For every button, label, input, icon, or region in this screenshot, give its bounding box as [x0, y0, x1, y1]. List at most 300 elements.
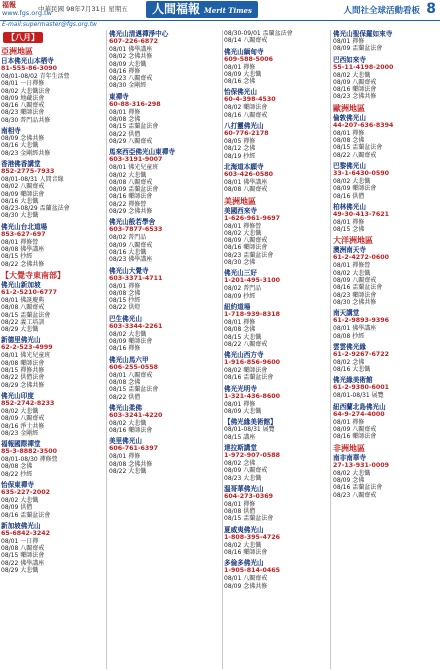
event-line: 08/15 盂蘭盆法會: [1, 311, 51, 319]
event-line: 08/16 藥師法會: [224, 244, 268, 252]
temple-entry: [224, 88, 328, 119]
column-1: [1, 30, 105, 669]
event-line: 08/29 八關齋戒: [109, 137, 153, 145]
temple-name: 馬來西亞佛光山東禪寺: [109, 148, 175, 157]
event-line: 08/08 念佛: [333, 137, 365, 145]
region-heading: 亞洲地區: [1, 47, 33, 56]
phone-number: 64-9-274-4000: [333, 410, 385, 418]
temple-name: 倫敦佛光山: [333, 113, 366, 122]
temple-name: 佛光山緬甸寺: [224, 47, 264, 56]
column-4: [333, 30, 439, 669]
temple-name: 巴黎佛光山: [333, 161, 366, 170]
event-line: 08/01 八關齋戒: [224, 575, 268, 583]
event-line: 08/09 八關齋戒: [224, 237, 268, 245]
temple-entry: [1, 160, 105, 220]
temple-name: 美里佛光山: [109, 437, 142, 446]
temple-name: 新加坡佛光山: [1, 521, 41, 530]
phone-number: 33-1-6430-0590: [333, 169, 390, 177]
region-heading: 【大覺寺東南部】: [1, 270, 65, 280]
phone-number: 61-2-9380-6001: [333, 384, 390, 392]
phone-number: 44-207-636-8394: [333, 121, 394, 129]
event-line: 08/01 佛學講座: [333, 325, 377, 333]
phone-number: 1-972-907-0588: [224, 451, 281, 459]
temple-name: 日本佛光山本栖寺: [1, 57, 54, 65]
event-line: 08/30 念佛: [224, 259, 256, 267]
month-label: 【八月】: [3, 32, 43, 43]
event-line: 08/01 一日禪: [1, 537, 39, 545]
temple-name: 怡保東禪寺: [1, 480, 34, 489]
phone-number: 603-3241-4220: [109, 411, 163, 419]
phone-number: 60-4-398-4530: [224, 96, 276, 104]
event-line: 08/08 八關齋戒: [1, 545, 45, 553]
site-name: 福報: [2, 1, 16, 9]
site-url[interactable]: www.fgs.org.tw: [2, 9, 52, 17]
event-line: 08/30 大悲懺: [1, 212, 39, 220]
temple-entry: [109, 267, 221, 312]
temple-name: 佛光山三好: [224, 269, 257, 278]
temple-entry: [109, 356, 221, 401]
event-line: 08/23 盂蘭盆法會: [224, 251, 274, 259]
temple-name: 巴西如來寺: [333, 55, 366, 64]
event-line: 08/22 抄經: [1, 470, 33, 478]
temple-entry: [333, 246, 439, 306]
phone-number: 635-227-2002: [1, 488, 51, 496]
event-line: 08/09 藥師法會: [1, 190, 45, 198]
event-line: 08/09 盂蘭盆法會: [333, 45, 383, 53]
event-line: 08/01 八關齋戒: [109, 371, 153, 379]
phone-number: 65-6842-3242: [1, 529, 51, 537]
event-line: 08/02 普門品: [109, 234, 147, 242]
phone-number: 1-916-856-9600: [224, 359, 281, 367]
event-line: 08/23 大悲懺: [224, 474, 262, 482]
phone-number: 62-2-523-4999: [1, 344, 53, 352]
temple-name: 佛光山大覺寺: [109, 266, 149, 275]
temple-entry: [333, 454, 439, 499]
region-heading: 非洲地區: [333, 443, 365, 453]
temple-entry: [333, 403, 439, 441]
event-line: 08/16 淨土共修: [1, 422, 45, 430]
event-line: 08/01-08/02 青年生活營: [1, 73, 70, 80]
event-line: 08/16 禪修: [109, 345, 141, 353]
event-line: 08/01 佛光兒童班: [109, 164, 159, 172]
temple-entry: [333, 203, 439, 234]
event-line: 08/22 大悲懺: [109, 467, 147, 475]
event-line: 08/14 八關齋戒: [224, 37, 268, 45]
event-line: 08/22 八關齋戒: [224, 340, 268, 348]
event-line: 08/16 盂蘭盆法會: [1, 511, 51, 519]
masthead-cn: 人間福報: [152, 2, 201, 16]
event-line: 08/29 大悲懺: [1, 326, 39, 334]
temple-entry: [1, 481, 105, 519]
temple-entry: [224, 418, 328, 441]
temple-name: 佛光光明寺: [224, 384, 257, 393]
event-line: 08/29 大悲懺: [1, 567, 39, 575]
event-line: 08/22 義工培訓: [1, 318, 45, 326]
phone-number: 1-626-961-9697: [224, 214, 281, 222]
temple-entry: [109, 404, 221, 435]
temple-name: 夏威夷佛光山: [224, 525, 264, 534]
event-line: 08/22 禪修營: [109, 200, 147, 208]
event-line: 08/15 抄經: [1, 253, 33, 261]
event-line: 08/29 念佛共修: [1, 381, 45, 389]
temple-entry: [224, 526, 328, 557]
event-line: 08/02 大悲懺: [109, 330, 147, 338]
event-line: 08/16 禪修: [109, 67, 141, 75]
section-title: 人間社全球活動看板: [343, 6, 420, 16]
temple-entry: [109, 148, 221, 215]
temple-name: 東禪寺: [109, 92, 129, 101]
temple-entry: [224, 163, 328, 194]
phone-number: 606-761-6397: [109, 445, 159, 453]
event-line: 08/01 禪修: [333, 38, 365, 45]
event-line: 08/23 八關齋戒: [333, 491, 377, 499]
temple-name: 佛光山般若學舍: [109, 218, 156, 227]
event-line: 08/22 八關齋戒: [333, 151, 377, 159]
event-line: 08/09 大悲懺: [109, 60, 147, 68]
temple-name: 多倫多佛光山: [224, 559, 264, 568]
event-line: 08/09 八關齋戒: [224, 467, 268, 475]
event-line: 08/15 大悲懺: [224, 333, 262, 341]
event-line: 08/01-08/30 禪修營: [1, 456, 58, 464]
event-line: 08/08 念佛: [224, 326, 256, 334]
page-header: [0, 0, 440, 21]
temple-name: 【佛光緣美術館】: [224, 418, 277, 427]
phone-number: 1-905-814-0465: [224, 567, 281, 575]
event-line: 08/02 藥師法會: [224, 367, 268, 375]
temple-entry: [333, 162, 439, 200]
temple-name: 北海道本願寺: [224, 162, 264, 171]
event-line: 08/01 禪修: [109, 108, 141, 116]
event-line: 08/09 念佛共修: [1, 135, 45, 143]
event-line: 08/08 供僧: [224, 508, 256, 516]
phone-number: 1-201-495-3100: [224, 277, 281, 285]
temple-entry: [333, 376, 439, 399]
phone-number: 609-588-5006: [224, 55, 274, 63]
temple-name: 溫哥華佛光山: [224, 484, 264, 493]
event-line: 08/09 八關齋戒: [333, 426, 377, 434]
event-line: 08/01 佛學講座: [109, 46, 153, 53]
temple-name: 南天講堂: [333, 309, 360, 318]
event-line: 08/01 禪修: [109, 453, 141, 461]
phone-number: 603-3344-2261: [109, 322, 163, 330]
event-line: 08/01 禪修: [224, 63, 256, 71]
temple-entry: [224, 30, 328, 45]
temple-entry: [109, 30, 221, 90]
masthead: [146, 1, 258, 18]
event-line: 08/19 抄經: [224, 152, 256, 160]
temple-entry: [333, 309, 439, 340]
phone-number: 603-7877-6533: [109, 226, 163, 234]
event-line: 08/01 禪修營: [333, 262, 371, 270]
temple-entry: [1, 281, 105, 333]
event-line: 08/16 藥師法會: [333, 433, 377, 441]
event-line: 08/02 大悲懺: [1, 407, 39, 415]
temple-entry: [224, 207, 328, 267]
temple-entry: [333, 30, 439, 53]
event-line: 08/16 盂蘭盆法會: [333, 484, 383, 492]
event-line: 08/01 禪修: [224, 318, 256, 326]
event-line: 08/02 大悲懺: [224, 541, 262, 549]
event-line: 08/16 大悲懺: [1, 142, 39, 150]
issue-date: 中華民國 98年7月31日 星期五: [38, 5, 128, 13]
temple-entry: [109, 93, 221, 145]
temple-entry: [333, 56, 439, 101]
event-line: 08/02 普門品: [224, 285, 262, 293]
event-line: 08/23 金剛經共修: [1, 149, 51, 157]
contact-email[interactable]: E-mail:supermaster@fgs.org.tw: [2, 21, 97, 28]
event-line: 08/15 藥師法會: [1, 552, 45, 560]
event-line: 08/30 普門品共修: [1, 116, 51, 124]
event-line: 08/23 藥師法會: [333, 291, 377, 299]
event-line: 08/09 藥師法會: [333, 185, 377, 193]
phone-number: 49-30-413-7621: [333, 210, 390, 218]
event-line: 08/01-08/31 展覽: [333, 392, 384, 400]
event-line: 08/09 藥師法會: [109, 338, 153, 346]
temple-entry: [333, 114, 439, 159]
temple-name: 雲雲佛光緣: [333, 342, 366, 351]
event-line: 08/02 念佛: [333, 358, 365, 366]
temple-name: 佛光山清邁禪淨中心: [109, 30, 169, 38]
event-line: 08/16 大悲懺: [109, 248, 147, 256]
temple-name: 達拉斯講堂: [224, 443, 257, 452]
phone-number: 604-273-0369: [224, 492, 274, 500]
temple-entry: [224, 444, 328, 482]
phone-number: 1-321-436-8600: [224, 392, 281, 400]
temple-entry: [224, 303, 328, 348]
event-line: 08/22 供僧: [109, 393, 141, 401]
column-3: [224, 30, 328, 669]
temple-entry: [109, 315, 221, 353]
event-line: 08/16 藥師法會: [109, 193, 153, 201]
event-line: 08/16 盂蘭盆法會: [224, 374, 274, 382]
column-2: [109, 30, 221, 669]
event-line: 08/30-09/01 盂蘭盆法會: [224, 30, 293, 37]
phone-number: 27-13-931-0009: [333, 461, 390, 469]
phone-number: 61-2-9893-9396: [333, 317, 390, 325]
event-line: 08/01 佛誕慶典: [1, 296, 45, 304]
temple-entry: [109, 218, 221, 263]
event-line: 08/01 禪修: [333, 218, 365, 226]
temple-name: 佛光山印度: [1, 391, 34, 400]
event-line: 08/09 供僧: [1, 504, 33, 512]
phone-number: 603-3371-4711: [109, 274, 163, 282]
temple-name: 佛光緣美術館: [333, 376, 373, 385]
event-line: 08/15 禪修共修: [1, 367, 45, 375]
event-line: 08/22 供燈: [109, 304, 141, 312]
event-line: 08/23 八關齋戒: [109, 75, 153, 83]
temple-entry: [333, 343, 439, 374]
event-line: 08/09 念佛: [333, 476, 365, 484]
event-line: 08/08 佛學講座: [1, 246, 45, 254]
event-line: 08/02 八關齋戒: [1, 183, 45, 191]
event-line: 08/22 供僧: [109, 130, 141, 138]
event-line: 08/01 禪修營: [224, 222, 262, 230]
temple-name: 紐西蘭北島佛光山: [333, 402, 386, 411]
phone-number: 603-426-0580: [224, 170, 274, 178]
event-line: 08/09 念佛共修: [224, 582, 268, 590]
event-line: 08/16 念佛: [224, 78, 256, 86]
temple-name: 香港佛香講堂: [1, 159, 41, 168]
event-line: 08/16 大悲懺: [333, 366, 371, 374]
event-line: 08/02 大悲懺: [333, 71, 371, 79]
event-line: 08/05 禪修: [224, 138, 256, 146]
page-number: 8: [426, 1, 436, 17]
temple-name: 佛光山聖保羅如來寺: [333, 30, 393, 38]
event-line: 08/02 大悲懺: [333, 469, 371, 477]
event-line: 08/23 佛學講座: [109, 256, 153, 264]
event-line: 08/09 八關齋戒: [1, 415, 45, 423]
event-line: 08/02 大悲懺法會: [1, 87, 51, 95]
phone-number: 852-2775-7933: [1, 167, 55, 175]
event-line: 08/15 念佛: [333, 226, 365, 234]
phone-number: 607-226-6872: [109, 38, 159, 45]
phone-number: 852-2742-8233: [1, 399, 55, 407]
temple-name: 福報國際禪堂: [1, 440, 41, 449]
event-line: 08/15 盂蘭盆法會: [333, 144, 383, 152]
event-line: 08/15 盂蘭盆法會: [109, 123, 159, 131]
event-line: 08/16 供僧: [333, 192, 365, 200]
event-line: 08/09 地藏法會: [1, 94, 45, 102]
event-line: 08/01-08/31 人間音緣: [1, 175, 64, 183]
event-line: 08/23 念佛共修: [333, 93, 377, 101]
event-line: 08/15 盂蘭盆法會: [109, 386, 159, 394]
temple-entry: [1, 223, 105, 268]
event-line: 08/01 禪修: [224, 500, 256, 508]
event-line: 08/16 八關齋戒: [1, 102, 45, 110]
event-line: 08/08 八關齋戒: [1, 304, 45, 312]
event-line: 08/01 禪修營: [1, 238, 39, 246]
event-line: 08/09 八關齋戒: [333, 277, 377, 285]
temple-entry: [1, 336, 105, 388]
event-line: 08/16 八關齋戒: [224, 111, 268, 119]
phone-number: 55-11-4198-2000: [333, 63, 394, 71]
temple-name: 美國西來寺: [224, 206, 257, 215]
event-line: 08/29 念佛共修: [109, 208, 153, 216]
event-line: 08/02 大悲懺: [333, 269, 371, 277]
event-line: 08/16 盂蘭盆法會: [333, 284, 383, 292]
event-line: 08/01 禪修: [333, 129, 365, 137]
phone-number: 603-3191-9007: [109, 156, 163, 164]
event-line: 08/02 大悲懺: [109, 171, 147, 179]
event-line: 08/22 佛學講座: [1, 559, 45, 567]
phone-number: 85-3-8882-3500: [1, 448, 58, 456]
event-line: 08/08 八關齋戒: [109, 178, 153, 186]
temple-entry: [1, 392, 105, 437]
phone-number: 60-776-2178: [224, 130, 269, 138]
temple-entry: [1, 127, 105, 157]
event-line: 08/02 大悲懺: [1, 496, 39, 504]
event-line: 08/01 禪修: [224, 400, 256, 408]
temple-name: 八打靈佛光山: [224, 122, 264, 131]
event-line: 08/01-08/31 展覽: [224, 426, 275, 434]
temple-entry: [224, 269, 328, 300]
temple-entry: [1, 440, 105, 478]
phone-number: 60-88-316-298: [109, 100, 161, 108]
temple-entry: [224, 122, 328, 160]
event-line: 08/02 大悲懺: [109, 419, 147, 427]
event-line: 08/23 金剛經: [1, 429, 39, 437]
temple-entry: [224, 559, 328, 590]
event-line: 08/16 大悲懺: [1, 197, 39, 205]
masthead-en: Merit Times: [204, 6, 252, 15]
phone-number: 853-627-697: [1, 230, 46, 238]
phone-number: 61-2-4272-0600: [333, 254, 390, 262]
event-line: 08/15 盂蘭盆法會: [224, 515, 274, 523]
temple-entry: [224, 485, 328, 523]
temple-entry: [1, 57, 105, 124]
event-line: 08/09 八關齋戒: [333, 78, 377, 86]
event-line: 08/08 念佛: [109, 289, 141, 297]
phone-number: 81-555-86-3090: [1, 65, 58, 72]
event-line: 08/02 念佛: [224, 459, 256, 467]
event-line: 08/16 藥師法會: [333, 86, 377, 94]
event-line: 08/30 念佛共修: [333, 298, 377, 306]
event-line: 08/15 抄經: [109, 297, 141, 305]
event-line: 08/08 念佛: [1, 463, 33, 471]
event-line: 08/16 藥師法會: [109, 427, 153, 435]
phone-number: 1-718-939-8318: [224, 310, 281, 318]
column-divider: [330, 30, 331, 669]
event-line: 08/16 藥師法會: [224, 548, 268, 556]
event-line: 08/09 盂蘭盆法會: [109, 186, 159, 194]
event-line: 08/08 藥師法會: [1, 359, 45, 367]
temple-name: 佛光山西方寺: [224, 351, 264, 360]
column-divider: [222, 30, 223, 669]
event-line: 08/02 大悲懺: [333, 177, 371, 185]
temple-entry: [1, 522, 105, 574]
event-line: 08/01 佛學講座: [224, 178, 268, 186]
temple-name: 南非南華寺: [333, 453, 366, 462]
phone-number: 61-2-9267-6722: [333, 350, 390, 358]
event-line: 08/15 講座: [224, 433, 256, 441]
temple-entry: [224, 385, 328, 416]
temple-name: 柏林佛光山: [333, 202, 366, 211]
event-line: 08/09 大悲懺: [224, 408, 262, 416]
event-line: 08/02 大悲懺: [224, 229, 262, 237]
temple-name: 新德里佛光山: [1, 336, 41, 345]
event-line: 08/09 八關齋戒: [109, 241, 153, 249]
event-line: 08/22 供僧法會: [1, 374, 45, 382]
event-line: 08/22 念佛共修: [1, 260, 45, 268]
temple-entry: [109, 437, 221, 475]
phone-number: 61-2-5210-6777: [1, 288, 58, 296]
event-line: 08/01 禪修: [333, 418, 365, 426]
event-line: 08/08 抄經: [333, 332, 365, 340]
temple-name: 澳洲南天寺: [333, 246, 366, 255]
temple-entry: [224, 351, 328, 382]
event-line: 08/02 念佛共修: [109, 53, 153, 61]
event-line: 08/01 禪修: [109, 282, 141, 290]
event-line: 08/02 藥師法會: [224, 104, 268, 112]
temple-name: 佛光山馬六甲: [109, 355, 149, 364]
temple-entry: [224, 48, 328, 86]
event-line: 08/23-08/29 盂蘭盆法會: [1, 205, 70, 213]
temple-name: 佛光山台北道場: [1, 222, 48, 231]
event-line: 08/08 八關齋戒: [224, 186, 268, 194]
event-line: 08/08 念佛: [109, 378, 141, 386]
event-line: 08/09 抄經: [224, 292, 256, 300]
region-heading: 美洲地區: [224, 196, 256, 206]
phone-number: 1-808-395-4726: [224, 533, 281, 541]
temple-name: 南相寺: [1, 127, 21, 136]
event-line: 08/23 藥師法會: [1, 109, 45, 117]
event-line: 08/30 金剛經: [109, 82, 147, 90]
event-line: 08/12 念佛: [224, 145, 256, 153]
temple-name: 巴生佛光山: [109, 314, 142, 323]
region-heading: 歐洲地區: [333, 103, 365, 113]
event-line: 08/01 佛光兒童班: [1, 352, 51, 360]
region-heading: 大洋洲地區: [333, 236, 373, 246]
